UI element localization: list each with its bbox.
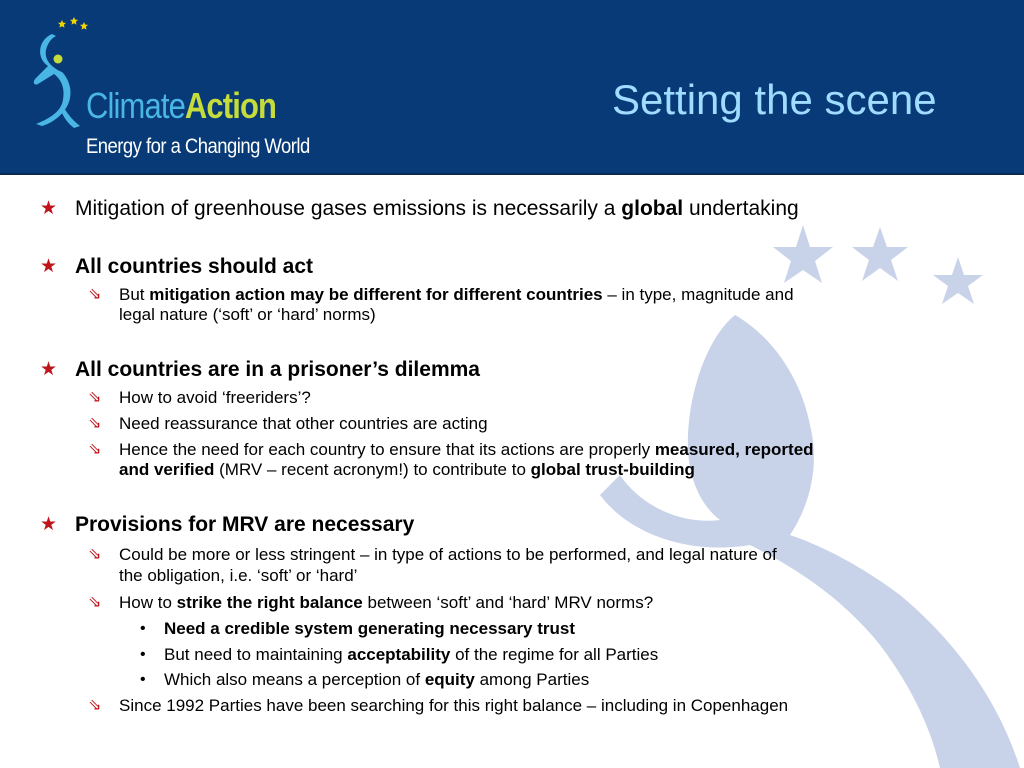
bullet-4-3: Since 1992 Parties have been searching for this right balance – including in Copenhagen — [119, 696, 789, 715]
arrow-bullet-icon: ⇘ — [88, 286, 102, 303]
bullet-4-2: How to strike the right balance between ‘soft’ and ‘hard’ MRV norms? — [119, 593, 654, 612]
bullet-4-2-2: But need to maintaining acceptability of the regime for all Parties — [164, 645, 659, 664]
logo-word-action: Action — [184, 85, 277, 126]
bullet-3-2: Need reassurance that other countries are acting — [119, 414, 488, 433]
bullet-3: All countries are in a prisoner’s dilemma — [75, 358, 480, 381]
bullet-4-2-1: Need a credible system generating necessary trust — [164, 619, 576, 638]
bullet-4-1-line2: the obligation, i.e. ‘soft’ or ‘hard’ — [119, 566, 358, 585]
bullet-1: Mitigation of greenhouse gases emissions is necessarily a global undertaking — [75, 197, 799, 220]
bullet-4: Provisions for MRV are necessary — [75, 513, 415, 536]
bullet-3-3-line2: and verified (MRV – recent acronym!) to contribute to global trust-building — [119, 460, 695, 479]
bullet-2-1: But mitigation action may be different for different countries – in type, magnitude and — [119, 285, 794, 304]
arrow-bullet-icon: ⇘ — [88, 697, 102, 714]
arrow-bullet-icon: ⇘ — [88, 546, 102, 563]
arrow-bullet-icon: ⇘ — [88, 441, 102, 458]
bullet-4-1: Could be more or less stringent – in type of actions to be performed, and legal nature of — [119, 545, 777, 564]
star-bullet-icon: ★ — [40, 198, 58, 219]
arrow-bullet-icon: ⇘ — [88, 389, 102, 406]
bullet-2: All countries should act — [75, 255, 314, 278]
logo-word-climate: Climate — [86, 85, 185, 126]
star-bullet-icon: ★ — [40, 359, 58, 380]
slide-title: Setting the scene — [612, 76, 937, 123]
arrow-bullet-icon: ⇘ — [88, 415, 102, 432]
arrow-bullet-icon: ⇘ — [88, 594, 102, 611]
dot-bullet-icon: • — [140, 620, 146, 637]
bullet-3-3: Hence the need for each country to ensure that its actions are properly measured, reported — [119, 440, 814, 459]
bullet-3-1: How to avoid ‘freeriders’? — [119, 388, 311, 407]
dot-bullet-icon: • — [140, 646, 146, 663]
bullet-4-2-3: Which also means a perception of equity among Parties — [164, 670, 590, 689]
logo-tagline: Energy for a Changing World — [86, 135, 310, 158]
star-bullet-icon: ★ — [40, 256, 58, 277]
dot-bullet-icon: • — [140, 671, 146, 688]
bullet-2-1-line2: legal nature (‘soft’ or ‘hard’ norms) — [119, 305, 376, 324]
star-bullet-icon: ★ — [40, 514, 58, 535]
